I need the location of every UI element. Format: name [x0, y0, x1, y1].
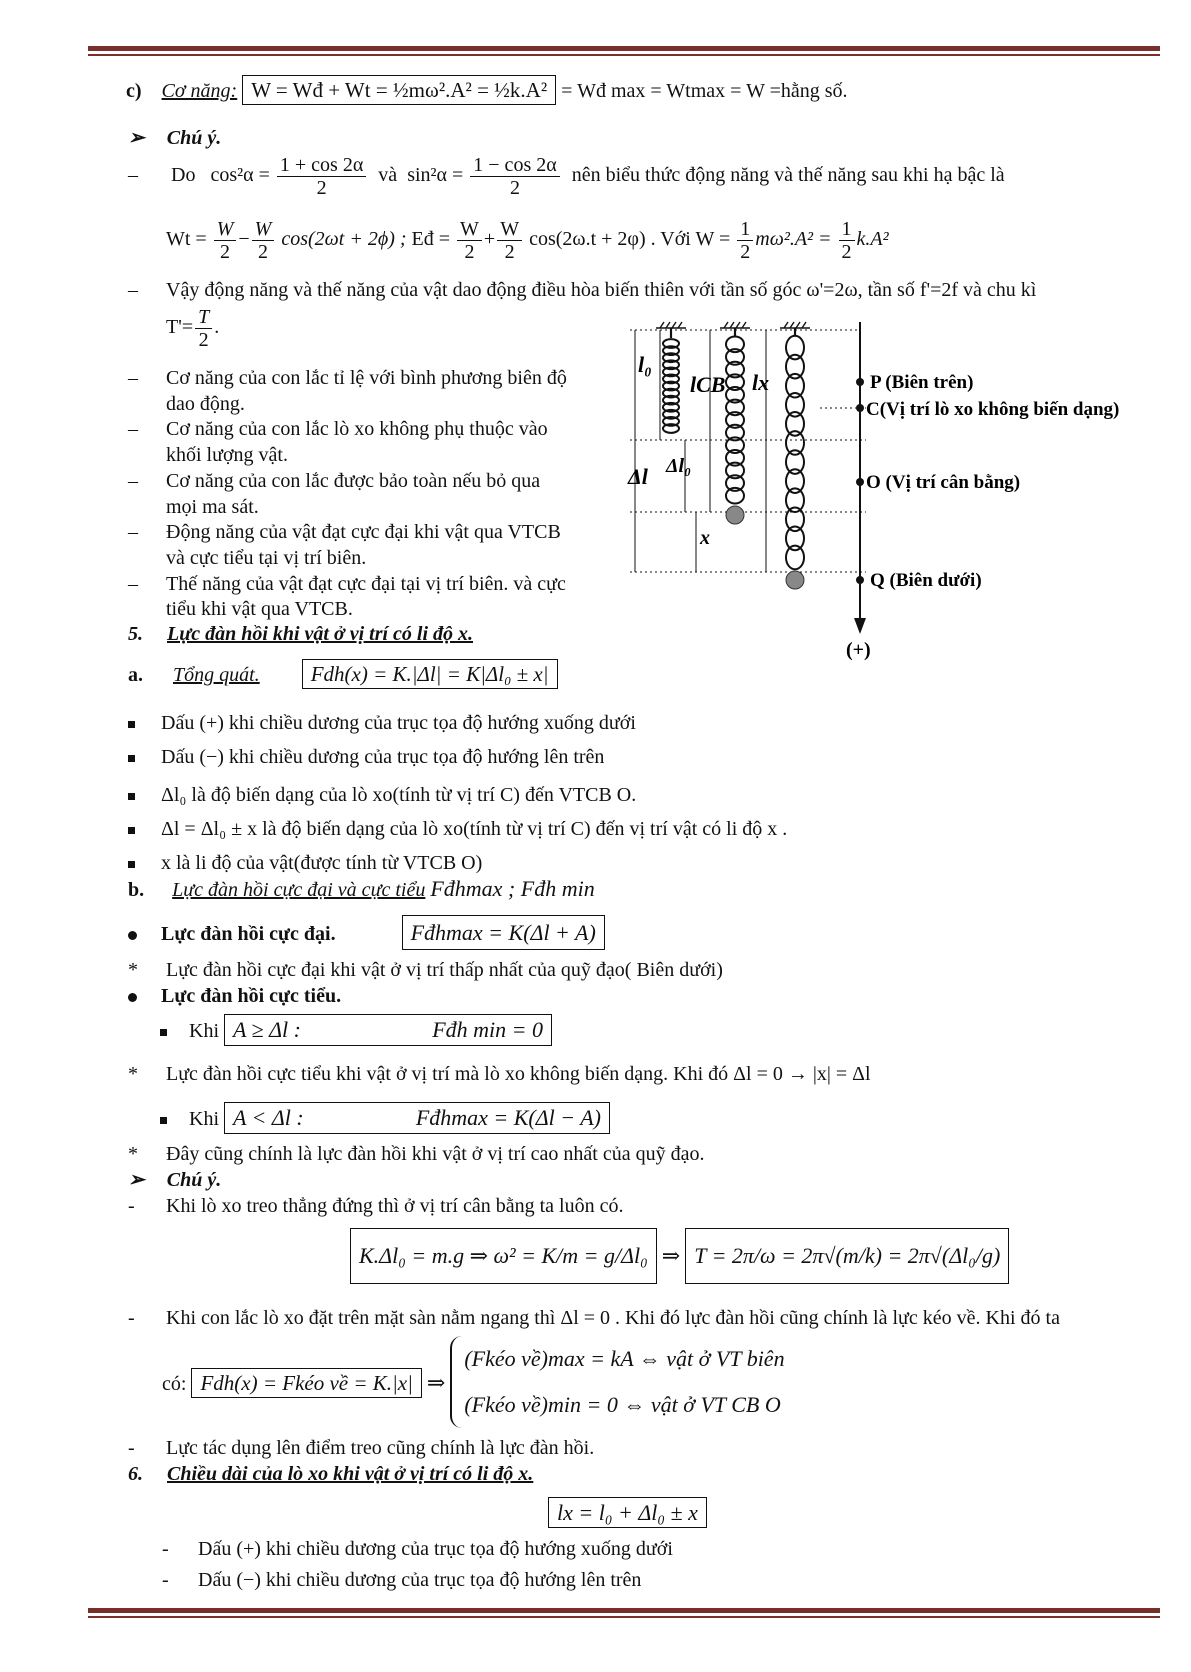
note2-b: - Khi con lắc lò xo đặt trên mặt sàn nằm ngang thì Δl = 0 . Khi đó lực đàn hồi cũng chính là lực kéo về. Khi đó ta — [128, 1307, 1060, 1329]
period-line: T'= $\frac{T}{2}$ . — [166, 306, 220, 351]
co-nang-tail: = Wđ max = Wtmax = W =hằng số. — [561, 80, 848, 102]
max-min-heading: b. Lực đàn hồi cực đại và cực tiểu Fđhmax ; Fđh min — [128, 876, 595, 901]
note2-d: - Lực tác dụng lên điểm treo cũng chính là lực đàn hồi. — [128, 1437, 595, 1459]
svg-text:C(Vị trí lò xo không biến dạng: C(Vị trí lò xo không biến dạng) — [866, 399, 1120, 420]
svg-text:(+): (+) — [846, 639, 871, 661]
top-rule-thin — [88, 54, 1160, 56]
arrow-icon: ➢ — [128, 1169, 145, 1191]
min-line: Lực đàn hồi cực tiểu. — [128, 984, 341, 1008]
bottom-rule-thin — [88, 1616, 1160, 1618]
svg-text:lx: lx — [752, 370, 770, 395]
khi-1: Khi A ≥ Δl : Fđh min = 0 — [160, 1014, 552, 1046]
svg-text:P (Biên trên): P (Biên trên) — [870, 372, 974, 393]
section-title: Cơ năng: — [161, 80, 238, 102]
bottom-rule — [88, 1608, 1160, 1613]
top-rule — [88, 46, 1160, 51]
co-nang-formula: W = Wđ + Wt = ½mω².A² = ½k.A² — [242, 75, 556, 105]
note2-c: có: Fdh(x) = Fkéo về = K.|x| ⇒ (Fkéo về)max = kA ⇔ vật ở VT biên (Fkéo về)min = 0 ⇔ vật ở VT CB O — [162, 1336, 785, 1428]
max-line: Lực đàn hồi cực đại. Fđhmax = K(Δl + A) — [128, 920, 605, 946]
svg-text:O (Vị trí cân bằng): O (Vị trí cân bằng) — [866, 472, 1021, 493]
energy-notes: – Cơ năng của con lắc tỉ lệ với bình phương biên độ dao động. – Cơ năng của con lắc lò xo không phụ thuộc vào khối lượng vật. – Cơ năng của con lắc được bảo toàn nếu bỏ qua mọi ma sát. – Động năng của vật đạt cực đại khi vật qua VTCB và cực tiểu tại vị trí biên. – Thế năng của vật đạt cực đại tại vị trí biên. và cực tiểu khi vật qua VTCB. — [128, 367, 567, 621]
svg-text:x: x — [700, 527, 710, 549]
fraction: $\frac{1 - \cos 2\alpha}{2}$ — [470, 154, 559, 199]
fkv-formula: Fdh(x) = Fkéo về = K.|x| — [191, 1368, 421, 1398]
svg-text:Δl: Δl — [628, 464, 648, 489]
tong-quat-line: a. Tổng quát. Fdh(x) = K.|Δl| = K|Δl₀ ± x| — [128, 662, 558, 687]
fmax-minus-formula: A < Δl : Fđhmax = K(Δl − A) — [224, 1102, 610, 1134]
omega-formula: K.Δl₀ = m.g ⇒ ω² = K/m = g/Δl₀ — [350, 1228, 657, 1284]
note2-heading: ➢ Chú ý. — [128, 1169, 222, 1191]
khi-2: Khi A < Δl : Fđhmax = K(Δl − A) — [160, 1102, 610, 1134]
svg-text:Δl₀: Δl₀ — [666, 455, 692, 477]
sign-notes: Dấu (+) khi chiều dương của trục tọa độ hướng xuống dưới Dấu (−) khi chiều dương của trục tọa độ hướng lên trên Δl₀ là độ biến dạng của lò xo(tính từ vị trí C) đến VTCB O. Δl = Δl₀ ± x là độ biến dạng của lò xo(tính từ vị trí C) đến vị trí vật có li độ x . x là li độ của vật(được tính từ VTCB O) — [128, 706, 787, 880]
star-note-2: * Lực đàn hồi cực tiểu khi vật ở vị trí mà lò xo không biến dạng. Khi đó Δl = 0 → |x| = Δl — [128, 1063, 871, 1085]
svg-text:l₀: l₀ — [638, 352, 652, 377]
section-6-notes: - Dấu (+) khi chiều dương của trục tọa độ hướng xuống dưới - Dấu (−) khi chiều dương của trục tọa độ hướng lên trên — [162, 1538, 673, 1591]
note-heading: ➢ Chú ý. — [128, 127, 222, 149]
length-formula-wrap — [548, 1500, 707, 1526]
svg-text:lCB: lCB — [690, 372, 726, 397]
note2-a: - Khi lò xo treo thẳng đứng thì ở vị trí cân bằng ta luôn có. — [128, 1195, 624, 1217]
omega-period-formulas: K.Δl₀ = m.g ⇒ ω² = K/m = g/Δl₀ ⇒ T = 2π/ω = 2π√(m/k) = 2π√(Δl₀/g) — [350, 1228, 1009, 1284]
wt-wd-line: Wt = $\frac{W}{2}$ − $\frac{W}{2}$ cos(2ωt + 2ϕ) ; Eđ = $\frac{W}{2}$ + $\frac{W}{2}$ cos(2ω.t + 2φ) . Với W = $\frac{1}{2}$ mω².A² = $\frac{1}{2}$ k.A² — [166, 218, 889, 263]
period-formula: T = 2π/ω = 2π√(m/k) = 2π√(Δl₀/g) — [685, 1228, 1009, 1284]
star-note-1: * Lực đàn hồi cực đại khi vật ở vị trí thấp nhất của quỹ đạo( Biên dưới) — [128, 959, 723, 981]
star-note-3: * Đây cũng chính là lực đàn hồi khi vật ở vị trí cao nhất của quỹ đạo. — [128, 1143, 705, 1165]
vay-line: – Vậy động năng và thế năng của vật dao động điều hòa biến thiên với tần số góc ω'=2ω, tần số f'=2f và chu kì — [128, 279, 1037, 301]
ha-bac-line: – Do cos²α = $\frac{1 + \cos 2\alpha}{2}$ và sin²α = $\frac{1 - \cos 2\alpha}{2}$ nên biểu thức động năng và thế năng sau khi hạ bậc là — [128, 154, 1005, 199]
item-label: c) — [126, 80, 142, 102]
fmax-formula: Fđhmax = K(Δl + A) — [402, 915, 605, 950]
section-6-heading: 6. Chiều dài của lò xo khi vật ở vị trí có li độ x. — [128, 1463, 534, 1485]
fraction: $\frac{1 + \cos 2\alpha}{2}$ — [277, 154, 366, 199]
spring-diagram — [630, 322, 1170, 702]
svg-text:Q (Biên dưới): Q (Biên dưới) — [870, 570, 982, 591]
length-formula: lx = l₀ + Δl₀ ± x — [548, 1497, 707, 1528]
fmin-zero-formula: A ≥ Δl : Fđh min = 0 — [224, 1014, 552, 1046]
fdh-formula: Fdh(x) = K.|Δl| = K|Δl₀ ± x| — [302, 659, 558, 689]
arrow-icon: ➢ — [128, 127, 145, 149]
co-nang-line — [126, 78, 848, 103]
section-5-heading: 5. Lực đàn hồi khi vật ở vị trí có li độ x. — [128, 623, 474, 645]
